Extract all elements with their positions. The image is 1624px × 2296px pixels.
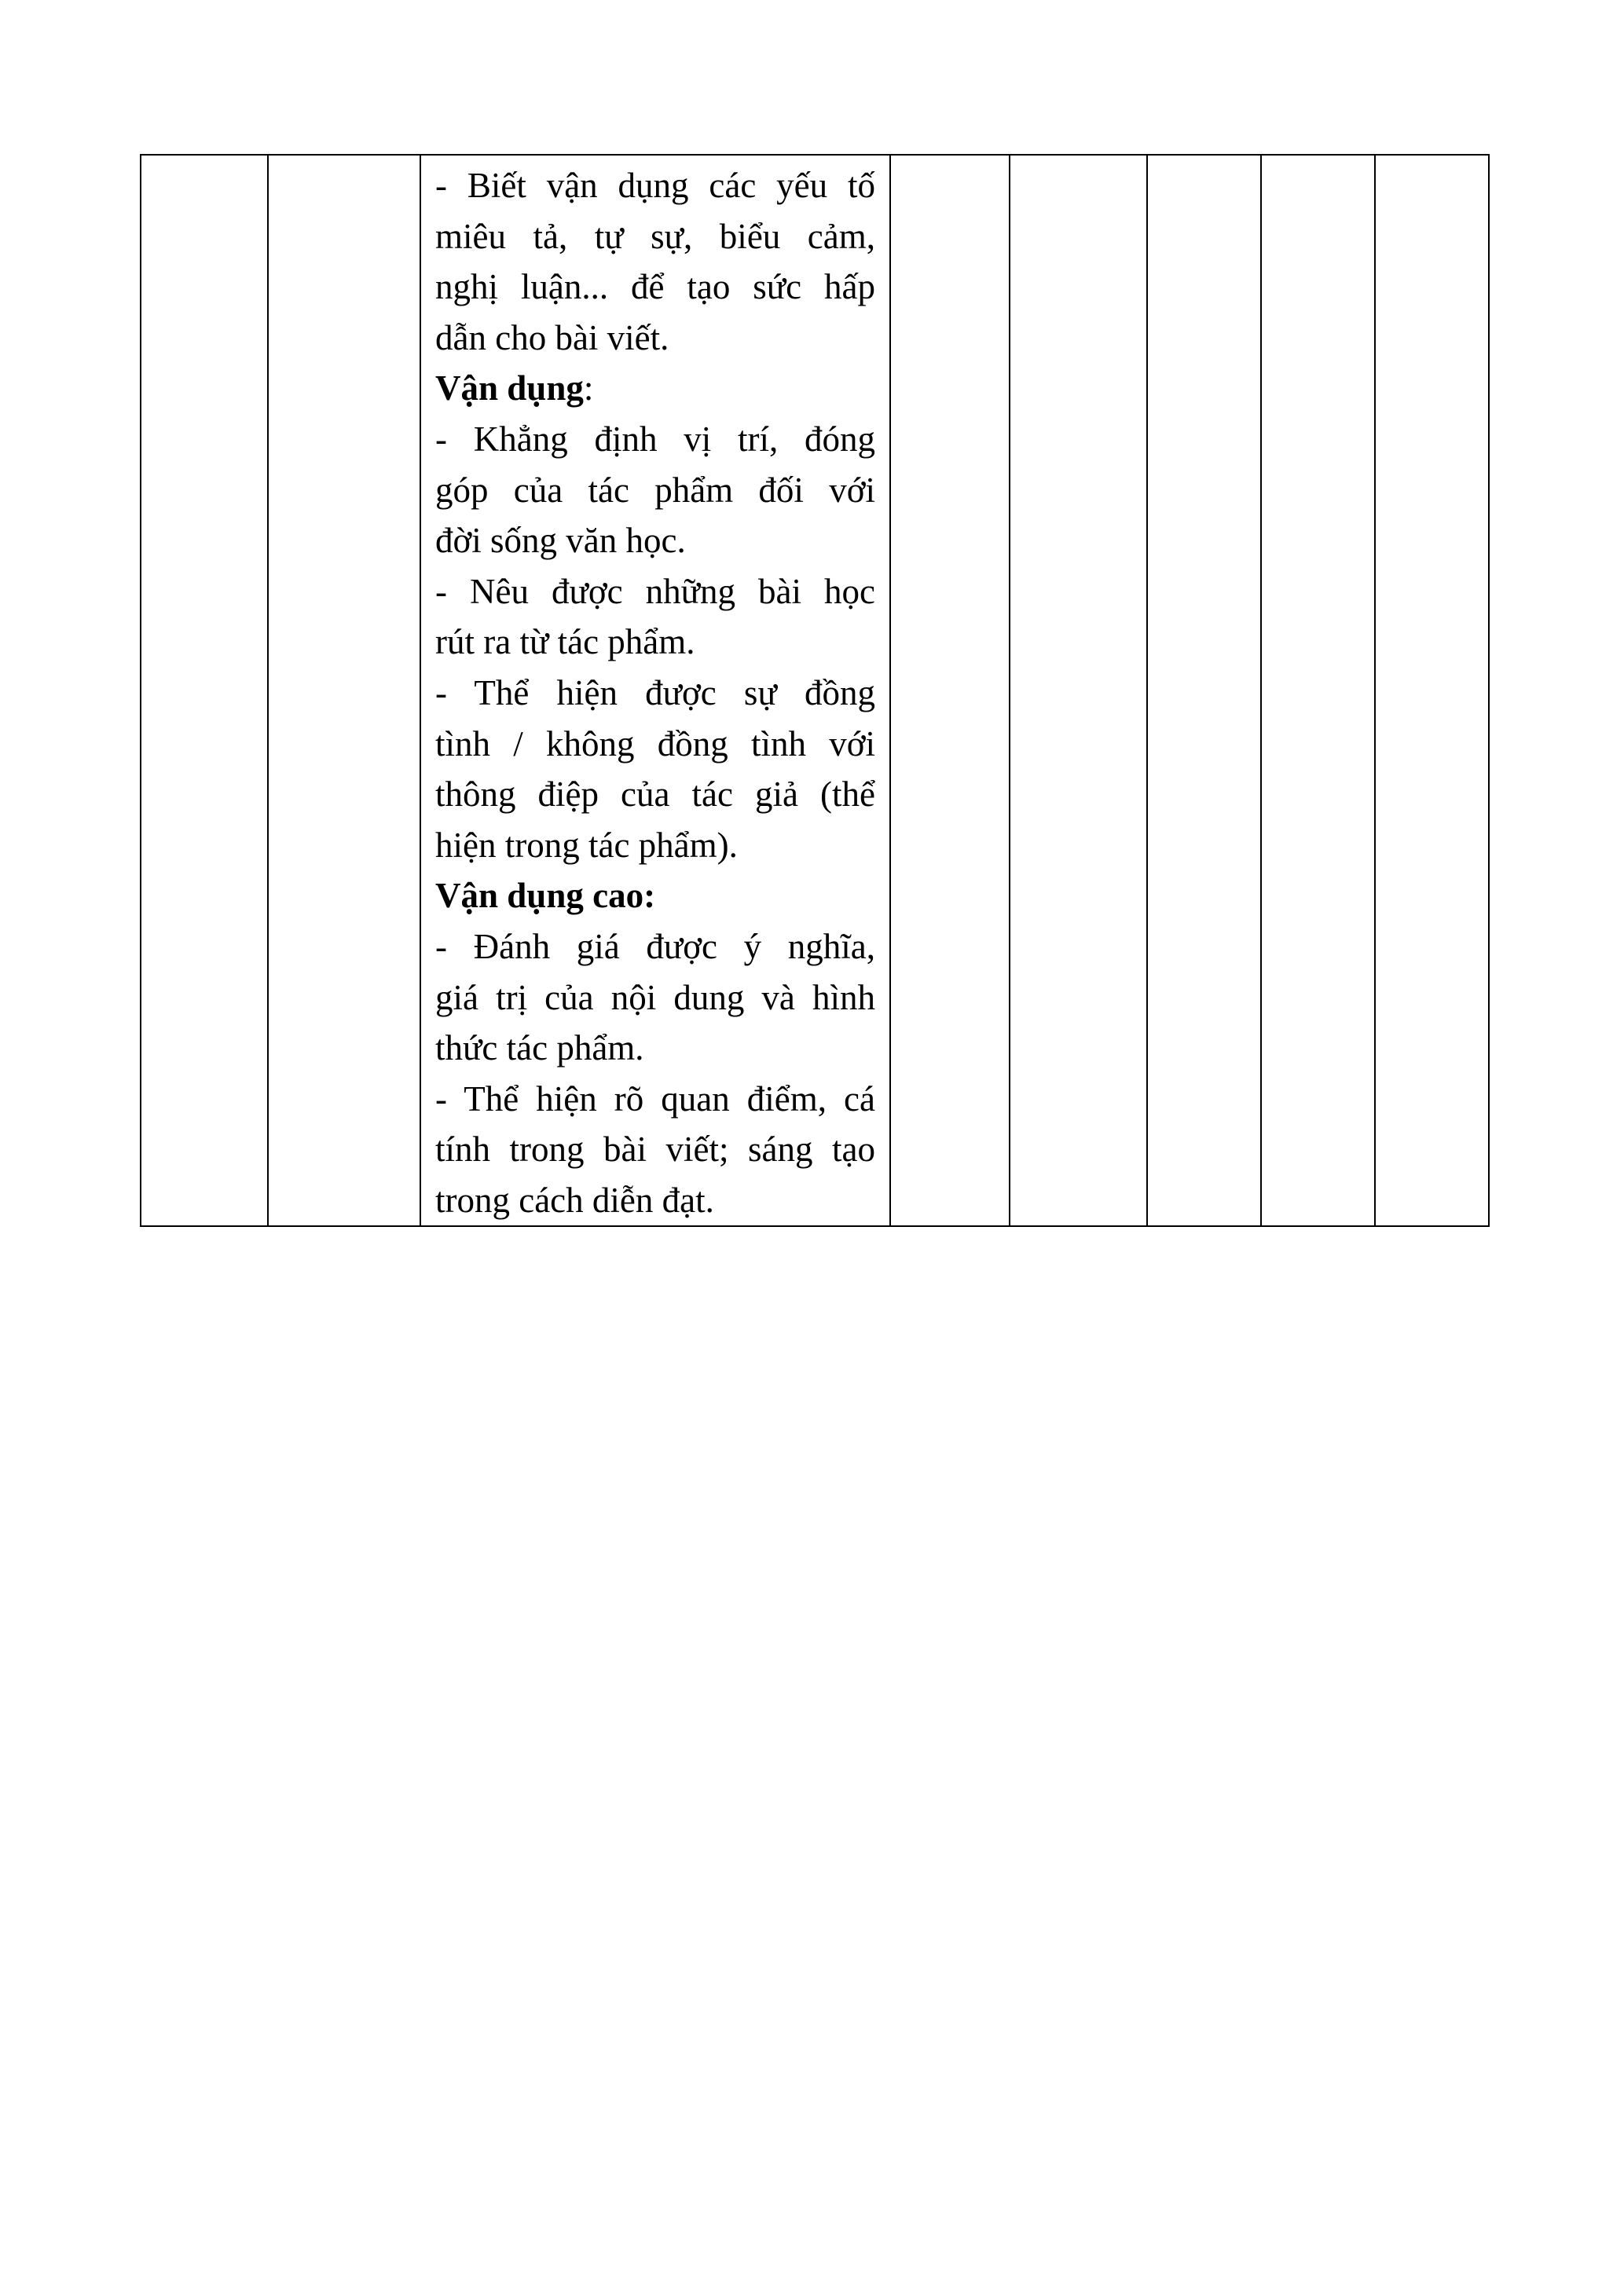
table-cell-level-4 <box>1261 155 1375 1226</box>
table-cell-content-unit <box>268 155 420 1226</box>
table-row <box>141 155 1489 1226</box>
criteria-line: rút ra từ tác phẩm. <box>435 622 695 662</box>
table-cell-level-2 <box>1010 155 1147 1226</box>
criteria-line: - Thể hiện được sự đồng <box>435 672 875 712</box>
table-cell-level-1 <box>890 155 1010 1226</box>
criteria-heading <box>435 870 875 921</box>
criteria-line: giá trị của nội dung và hình <box>435 977 875 1017</box>
criteria-heading-suffix: : <box>583 368 594 408</box>
criteria-line: hiện trong tác phẩm). <box>435 825 738 865</box>
criteria-line: - Biết vận dụng các yếu tố <box>435 166 875 205</box>
assessment-matrix-table <box>140 154 1490 1227</box>
criteria-line: trong cách diễn đạt. <box>435 1180 714 1220</box>
criteria-line: tình / không đồng tình với <box>435 723 875 764</box>
criteria-line: đời sống văn học. <box>435 521 686 561</box>
table-cell-total <box>1375 155 1489 1226</box>
criteria-line: - Đánh giá được ý nghĩa, <box>435 926 875 966</box>
table-cell-level-3 <box>1147 155 1261 1226</box>
criteria-line: thông điệp của tác giả (thể <box>435 774 875 815</box>
criteria-line: - Nêu được những bài học <box>435 571 875 611</box>
criteria-line: dẫn cho bài viết. <box>435 317 669 357</box>
criteria-line: - Thể hiện rõ quan điểm, cá <box>435 1078 875 1119</box>
table-cell-criteria <box>420 155 890 1226</box>
criteria-line: nghị luận... để tạo sức hấp <box>435 267 875 307</box>
criteria-line: - Khẳng định vị trí, đóng <box>435 419 875 459</box>
criteria-line: thức tác phẩm. <box>435 1028 644 1068</box>
criteria-text <box>435 160 875 1225</box>
criteria-line: góp của tác phẩm đối với <box>435 470 875 510</box>
criteria-heading <box>435 363 875 414</box>
criteria-heading-label: Vận dụng <box>435 368 584 408</box>
table-cell-stt <box>141 155 268 1226</box>
criteria-line: tính trong bài viết; sáng tạo <box>435 1130 875 1170</box>
criteria-heading-label: Vận dụng cao: <box>435 876 656 916</box>
criteria-line: miêu tả, tự sự, biểu cảm, <box>435 216 875 256</box>
